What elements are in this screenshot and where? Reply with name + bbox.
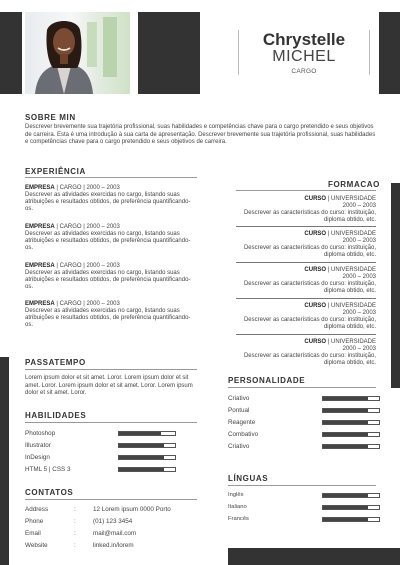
education-years: 2000 – 2003 — [342, 203, 376, 209]
education-description: Descrever as características do curso: instituição, diploma obtido, etc. — [243, 353, 376, 366]
profile-photo-portrait — [25, 12, 130, 94]
education-description: Descrever as características do curso: instituição, diploma obtido, etc. — [243, 317, 376, 330]
education-entry — [236, 339, 376, 367]
contact-separator: : — [74, 542, 76, 549]
decor-block-top-left — [0, 12, 22, 94]
contact-value[interactable]: mail@mail.com — [93, 530, 137, 537]
personality-trait: Criativo — [228, 443, 250, 450]
education-course: CURSO — [304, 267, 327, 273]
job-entry — [25, 263, 197, 291]
skill-bar-fill — [119, 456, 164, 459]
language-name: Inglês — [228, 492, 244, 498]
education-description: Descrever as características do curso: instituição, diploma obtido, etc. — [243, 210, 376, 223]
language-name: Italiano — [228, 504, 247, 510]
role-title: CARGO — [291, 68, 317, 75]
name-block — [238, 30, 370, 75]
job-meta: | CARGO | 2000 – 2003 — [54, 224, 120, 230]
education-course: CURSO — [304, 196, 327, 202]
personality-bar — [322, 408, 380, 413]
job-description: Descrever as atividades exercidas no cargo, listando suas atribuições e resultados obtidos, de preferência quantificando-os. — [25, 192, 191, 212]
contacts-rule — [25, 499, 197, 500]
decor-block-top-middle — [138, 12, 200, 94]
job-company: EMPRESA — [25, 263, 55, 269]
education-description: Descrever as características do curso: instituição, diploma obtido, etc. — [243, 281, 376, 294]
skill-bar — [118, 431, 176, 436]
language-bar-fill — [323, 506, 368, 509]
language-bar — [322, 493, 380, 498]
education-course: CURSO — [304, 231, 327, 237]
education-entry — [236, 196, 376, 224]
education-course: CURSO — [304, 339, 327, 345]
personality-bar — [322, 444, 380, 449]
personality-bar-fill — [323, 409, 368, 412]
contact-label: Phone — [25, 518, 44, 525]
contact-value[interactable]: linked.in/lorem — [93, 542, 134, 549]
hobbies-rule — [25, 369, 197, 370]
skill-bar — [118, 455, 176, 460]
language-bar — [322, 517, 380, 522]
personality-bar — [322, 396, 380, 401]
education-years: 2000 – 2003 — [342, 274, 376, 280]
decor-block-top-right — [379, 12, 400, 94]
job-description: Descrever as atividades exercidas no cargo, listando suas atribuições e resultados obtidos, de preferência quantificando-os. — [25, 308, 191, 328]
experience-heading: EXPERIÊNCIA — [25, 167, 86, 176]
last-name: MICHEL — [272, 48, 336, 65]
personality-trait: Pontual — [228, 407, 250, 414]
skill-bar-fill — [119, 468, 164, 471]
education-entry — [236, 303, 376, 331]
personality-bar-fill — [323, 433, 368, 436]
education-rule — [236, 190, 376, 191]
skill-name: Illustrator — [25, 442, 51, 449]
skill-bar — [118, 443, 176, 448]
languages-rule — [228, 485, 376, 486]
decor-block-bottom-right — [228, 548, 400, 565]
education-years: 2000 – 2003 — [342, 346, 376, 352]
skills-heading: HABILIDADES — [25, 411, 87, 420]
personality-bar — [322, 432, 380, 437]
skills-rule — [25, 422, 197, 423]
education-course: CURSO — [304, 303, 327, 309]
education-separator — [236, 262, 376, 263]
decor-bar-right-edu — [391, 183, 400, 388]
job-entry — [25, 185, 197, 213]
decor-bar-left-bottom — [0, 357, 9, 565]
language-name: Francês — [228, 516, 249, 522]
job-company: EMPRESA — [25, 224, 55, 230]
education-heading: FORMACAO — [328, 180, 380, 189]
education-school: | UNIVERSIDADE — [326, 303, 376, 309]
education-separator — [236, 334, 376, 335]
education-separator — [236, 226, 376, 227]
personality-trait: Combativo — [228, 431, 259, 438]
education-entry — [236, 267, 376, 295]
contact-separator: : — [74, 530, 76, 537]
contact-separator: : — [74, 518, 76, 525]
education-school: | UNIVERSIDADE — [326, 231, 376, 237]
skill-bar — [118, 467, 176, 472]
personality-trait: Reagente — [228, 419, 256, 426]
contact-value: (01) 123 3454 — [93, 518, 133, 525]
hobbies-heading: PASSATEMPO — [25, 358, 86, 367]
profile-photo — [25, 12, 130, 94]
language-bar-fill — [323, 518, 368, 521]
personality-trait: Criativo — [228, 395, 250, 402]
job-company: EMPRESA — [25, 185, 55, 191]
job-description: Descrever as atividades exercidas no cargo, listando suas atribuições e resultados obtidos, de preferência quantificando-os. — [25, 270, 191, 290]
about-text: Descrever brevemente sua trajetória profissional, suas habilidades e competências chave para o cargo pretendido e seus objetivos de carreira. Esta é uma introdução à sua carta de apresentação. Descrever brevemente sua trajetória profissional, suas habilidades e competências chave para o cargo pretendido e seus objetivos de carreira. — [25, 124, 376, 146]
contact-label: Address — [25, 506, 49, 513]
personality-bar — [322, 420, 380, 425]
job-meta: | CARGO | 2000 – 2003 — [54, 263, 120, 269]
contact-separator: : — [74, 506, 76, 513]
hobbies-text: Lorem ipsum dolor et sit amet. Loror. Lorem ipsum dolor et sit amet. Loror. Lorem ipsum dolor et sit amet. Loror. Lorem ipsum dolor et sit amet. Loror. — [25, 375, 193, 397]
contact-label: Website — [25, 542, 48, 549]
job-entry — [25, 301, 197, 329]
languages-heading: LÍNGUAS — [228, 474, 269, 483]
skill-bar-fill — [119, 444, 164, 447]
skill-name: Photoshop — [25, 430, 56, 437]
job-meta: | CARGO | 2000 – 2003 — [54, 185, 120, 191]
job-company: EMPRESA — [25, 301, 55, 307]
experience-rule — [25, 177, 197, 178]
skill-name: HTML 5 | CSS 3 — [25, 466, 71, 473]
education-years: 2000 – 2003 — [342, 238, 376, 244]
education-school: | UNIVERSIDADE — [326, 267, 376, 273]
education-school: | UNIVERSIDADE — [326, 339, 376, 345]
personality-bar-fill — [323, 445, 368, 448]
personality-bar-fill — [323, 421, 368, 424]
skill-bar-fill — [119, 432, 161, 435]
job-entry — [25, 224, 197, 252]
education-entry — [236, 231, 376, 259]
about-heading: SOBRE MIN — [25, 113, 76, 122]
language-bar — [322, 505, 380, 510]
first-name: Chrystelle — [262, 30, 346, 49]
education-school: | UNIVERSIDADE — [326, 196, 376, 202]
personality-bar-fill — [323, 397, 368, 400]
job-description: Descrever as atividades exercidas no cargo, listando suas atribuições e resultados obtidos, de preferência quantificando-os. — [25, 231, 191, 251]
personality-rule — [228, 387, 376, 388]
job-meta: | CARGO | 2000 – 2003 — [54, 301, 120, 307]
personality-heading: PERSONALIDADE — [228, 376, 306, 385]
contact-value: 12 Lorem ipsum 0000 Porto — [93, 506, 171, 513]
contact-label: Email — [25, 530, 41, 537]
education-years: 2000 – 2003 — [342, 310, 376, 316]
education-separator — [236, 298, 376, 299]
contacts-heading: CONTATOS — [25, 488, 74, 497]
education-description: Descrever as características do curso: instituição, diploma obtido, etc. — [243, 245, 376, 258]
language-bar-fill — [323, 494, 368, 497]
skill-name: InDesign — [25, 454, 50, 461]
